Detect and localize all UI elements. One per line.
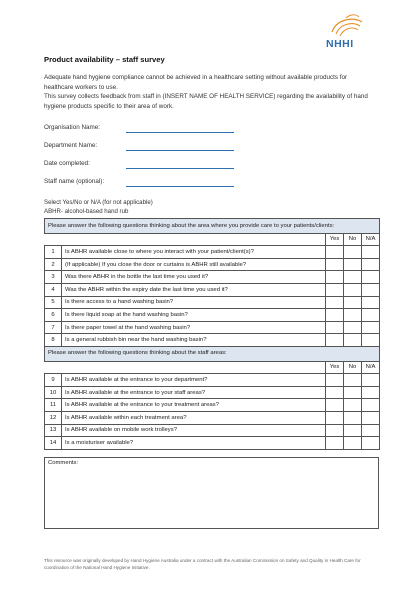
answer-no-cell[interactable] <box>344 399 362 412</box>
department-name-field[interactable] <box>44 142 364 160</box>
field-line[interactable] <box>126 150 234 151</box>
field-line[interactable] <box>126 186 234 187</box>
answer-no-cell[interactable] <box>344 258 362 271</box>
question-text: Is there access to a hand washing basin? <box>62 296 326 309</box>
question-text: Is a moisturiser available? <box>62 437 326 450</box>
intro-paragraph: Adequate hand hygiene compliance cannot be achieved in a healthcare setting without available products for healthcare workers to use. <box>44 74 348 91</box>
page-title: Product availability – staff survey <box>44 55 165 64</box>
date-completed-field[interactable] <box>44 160 364 178</box>
table-row <box>45 386 380 399</box>
answer-no-cell[interactable] <box>344 296 362 309</box>
field-line[interactable] <box>126 132 234 133</box>
question-number: 13 <box>45 424 62 437</box>
answer-no-cell[interactable] <box>344 424 362 437</box>
comments-label: Comments: <box>48 460 79 466</box>
question-number: 11 <box>45 399 62 412</box>
abbreviation-note: ABHR- alcohol-based hand rub <box>44 207 129 215</box>
answer-yes-cell[interactable] <box>326 309 344 322</box>
survey-table <box>44 218 380 450</box>
question-text: Is ABHR available on mobile work trolleys? <box>62 424 326 437</box>
section-header-row <box>45 219 380 234</box>
answer-no-cell[interactable] <box>344 374 362 387</box>
staff-name-field[interactable] <box>44 178 364 196</box>
answer-na-cell[interactable] <box>362 374 380 387</box>
table-row <box>45 283 380 296</box>
answer-na-cell[interactable] <box>362 246 380 259</box>
field-label: Date completed: <box>44 160 90 167</box>
blank-cell <box>62 233 326 246</box>
answer-yes-cell[interactable] <box>326 437 344 450</box>
field-label: Staff name (optional): <box>44 178 105 185</box>
blank-cell <box>45 233 62 246</box>
na-header: N/A <box>362 361 380 374</box>
answer-na-cell[interactable] <box>362 283 380 296</box>
answer-yes-cell[interactable] <box>326 321 344 334</box>
answer-na-cell[interactable] <box>362 411 380 424</box>
table-row <box>45 374 380 387</box>
answer-no-cell[interactable] <box>344 321 362 334</box>
answer-na-cell[interactable] <box>362 271 380 284</box>
table-row <box>45 399 380 412</box>
yes-header: Yes <box>326 361 344 374</box>
question-text: Was the ABHR within the expiry date the last time you used it? <box>62 283 326 296</box>
intro-paragraph: This survey collects feedback from staff in (INSERT NAME OF HEALTH SERVICE) regarding the availability of hand hygiene products specific to their area of work. <box>44 93 368 110</box>
table-row <box>45 424 380 437</box>
answer-na-cell[interactable] <box>362 437 380 450</box>
answer-yes-cell[interactable] <box>326 334 344 347</box>
answer-no-cell[interactable] <box>344 271 362 284</box>
answer-yes-cell[interactable] <box>326 411 344 424</box>
answer-yes-cell[interactable] <box>326 283 344 296</box>
answer-yes-cell[interactable] <box>326 386 344 399</box>
answer-no-cell[interactable] <box>344 283 362 296</box>
answer-yes-cell[interactable] <box>326 399 344 412</box>
answer-yes-cell[interactable] <box>326 424 344 437</box>
section-header-row <box>45 346 380 361</box>
answer-na-cell[interactable] <box>362 399 380 412</box>
answer-na-cell[interactable] <box>362 424 380 437</box>
question-number: 8 <box>45 334 62 347</box>
question-text: (If applicable) If you close the door or curtains is ABHR still available? <box>62 258 326 271</box>
answer-no-cell[interactable] <box>344 334 362 347</box>
field-line[interactable] <box>126 168 234 169</box>
question-number: 9 <box>45 374 62 387</box>
answer-na-cell[interactable] <box>362 386 380 399</box>
question-number: 6 <box>45 309 62 322</box>
question-text: Is ABHR available close to where you interact with your patient/client(s)? <box>62 246 326 259</box>
comments-box[interactable] <box>44 457 379 529</box>
answer-yes-cell[interactable] <box>326 246 344 259</box>
table-row <box>45 411 380 424</box>
answer-header-row <box>45 233 380 246</box>
question-number: 4 <box>45 283 62 296</box>
question-number: 1 <box>45 246 62 259</box>
section-heading-patient-areas: Please answer the following questions thinking about the area where you provide care to your patients/clients: <box>45 219 380 234</box>
answer-no-cell[interactable] <box>344 437 362 450</box>
question-text: Is ABHR available within each treatment area? <box>62 411 326 424</box>
instructions <box>44 199 153 216</box>
question-text: Is ABHR available at the entrance to your department? <box>62 374 326 387</box>
answer-na-cell[interactable] <box>362 309 380 322</box>
question-text: Was there ABHR in the bottle the last time you used it? <box>62 271 326 284</box>
answer-yes-cell[interactable] <box>326 296 344 309</box>
answer-no-cell[interactable] <box>344 309 362 322</box>
answer-yes-cell[interactable] <box>326 271 344 284</box>
answer-na-cell[interactable] <box>362 321 380 334</box>
question-number: 12 <box>45 411 62 424</box>
question-number: 10 <box>45 386 62 399</box>
question-number: 14 <box>45 437 62 450</box>
question-text: Is a general rubbish bin near the hand washing basin? <box>62 334 326 347</box>
table-row <box>45 296 380 309</box>
no-header: No <box>344 233 362 246</box>
answer-na-cell[interactable] <box>362 334 380 347</box>
section-heading-staff-areas: Please answer the following questions thinking about the staff areas: <box>45 346 380 361</box>
answer-na-cell[interactable] <box>362 258 380 271</box>
question-number: 7 <box>45 321 62 334</box>
intro-text <box>44 73 368 111</box>
table-row <box>45 258 380 271</box>
organisation-name-field[interactable] <box>44 124 364 142</box>
field-label: Organisation Name: <box>44 124 100 131</box>
no-header: No <box>344 361 362 374</box>
table-row <box>45 321 380 334</box>
answer-header-row <box>45 361 380 374</box>
answer-yes-cell[interactable] <box>326 374 344 387</box>
table-row <box>45 334 380 347</box>
yes-header: Yes <box>326 233 344 246</box>
table-row <box>45 246 380 259</box>
table-row <box>45 271 380 284</box>
answer-yes-cell[interactable] <box>326 258 344 271</box>
na-header: N/A <box>362 233 380 246</box>
table-row <box>45 437 380 450</box>
question-number: 2 <box>45 258 62 271</box>
field-label: Department Name: <box>44 142 98 149</box>
table-row <box>45 309 380 322</box>
question-number: 5 <box>45 296 62 309</box>
instruction-line: Select Yes/No or N/A (for not applicable) <box>44 199 153 206</box>
question-number: 3 <box>45 271 62 284</box>
question-text: Is there liquid soap at the hand washing basin? <box>62 309 326 322</box>
blank-cell <box>45 361 62 374</box>
details-fields <box>44 124 364 196</box>
answer-no-cell[interactable] <box>344 411 362 424</box>
answer-no-cell[interactable] <box>344 386 362 399</box>
blank-cell <box>62 361 326 374</box>
answer-na-cell[interactable] <box>362 296 380 309</box>
question-text: Is ABHR available at the entrance to your treatment areas? <box>62 399 326 412</box>
answer-no-cell[interactable] <box>344 246 362 259</box>
footer-text: This resource was originally developed by Hand Hygiene Australia under a contract with the Australian Commission on Safety and Quality in Health Care for coordination of the National Hand Hygiene Initiative. <box>44 558 361 570</box>
question-text: Is there paper towel at the hand washing basin? <box>62 321 326 334</box>
question-text: Is ABHR available at the entrance to your staff areas? <box>62 386 326 399</box>
logo-text: NHHI <box>326 38 354 50</box>
